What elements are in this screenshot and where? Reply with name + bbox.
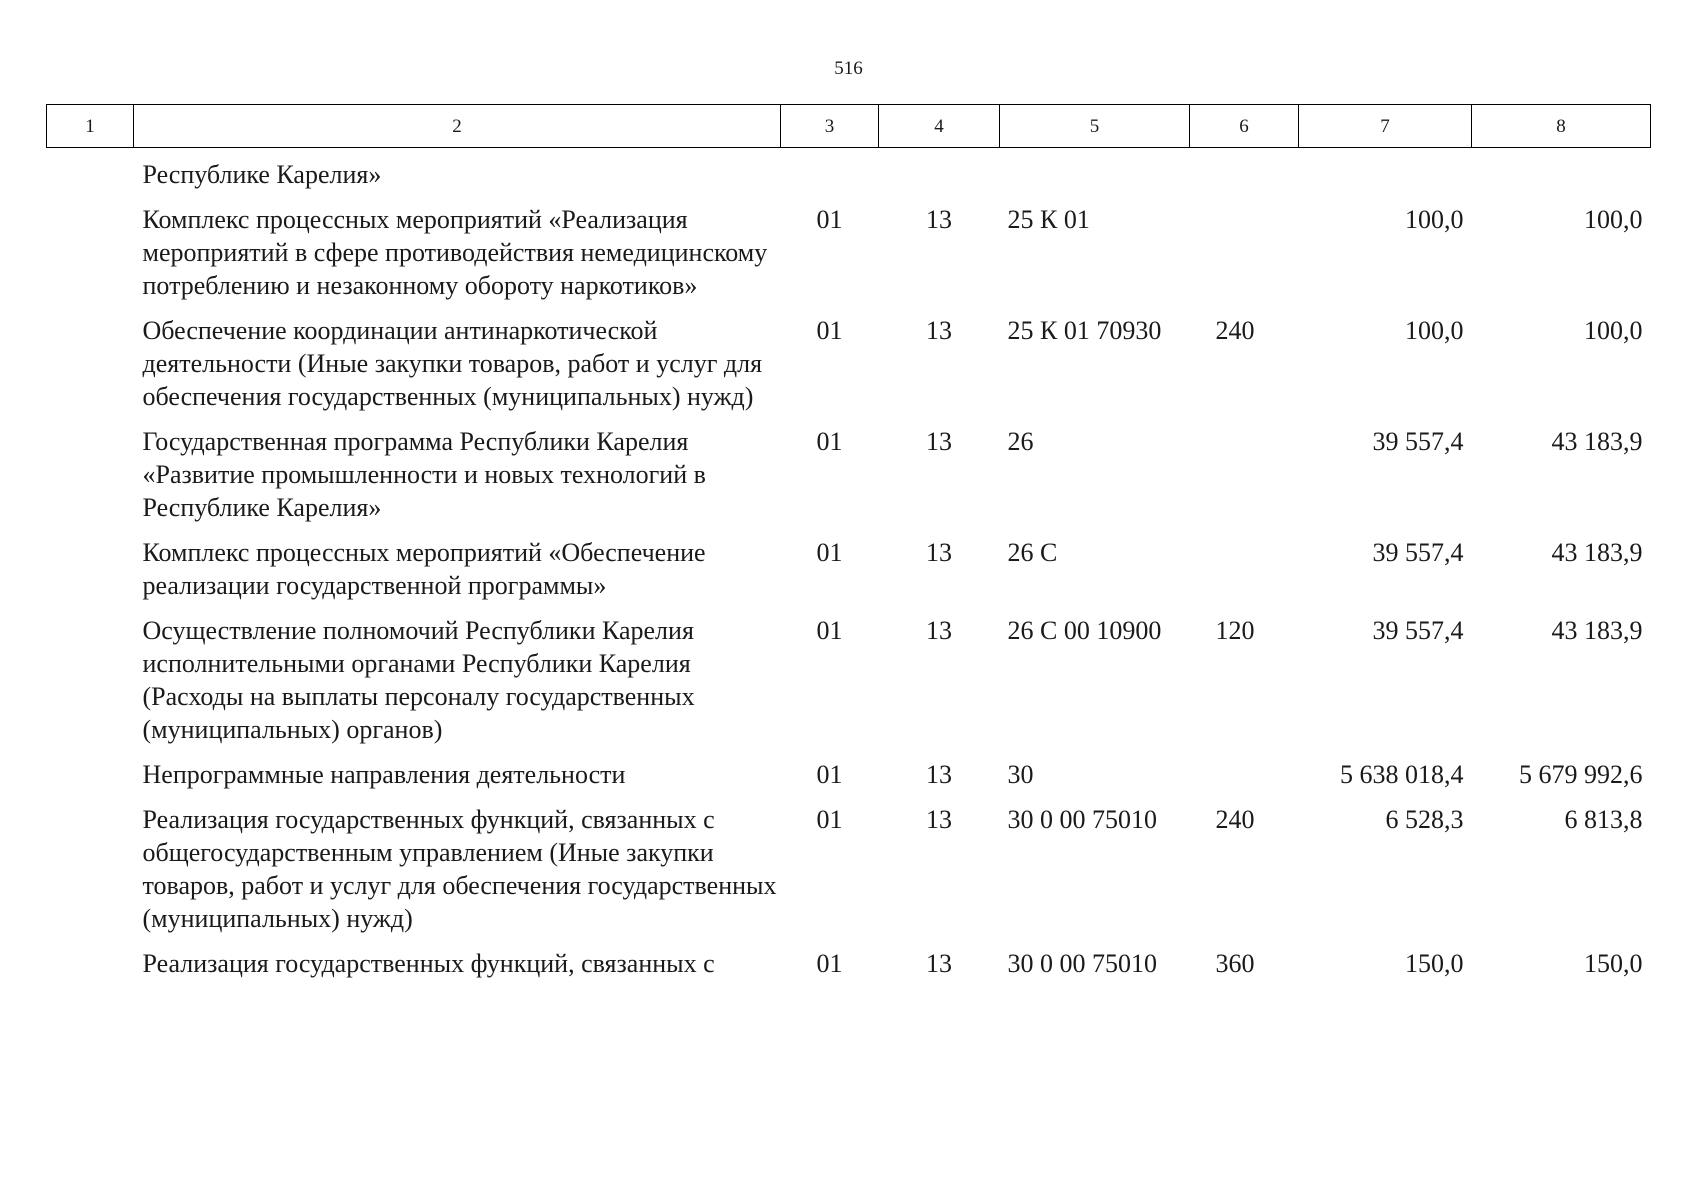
row-description: Реализация государственных функций, связанных с	[142, 949, 715, 978]
row-amount-2: 43 183,9	[1551, 427, 1643, 456]
page-number: 516	[834, 58, 863, 79]
row-subsection: 13	[926, 316, 952, 345]
column-header-8: 8	[1472, 105, 1651, 148]
row-amount-2: 100,0	[1584, 316, 1643, 345]
row-subsection: 13	[926, 427, 952, 456]
row-index-cell	[47, 524, 134, 602]
table-body	[47, 148, 1651, 981]
row-amount-1: 39 557,4	[1372, 427, 1464, 456]
row-index-cell	[47, 148, 134, 192]
row-target-article: 26	[1007, 427, 1034, 456]
table-row	[47, 413, 1651, 524]
continuation-text: Республике Карелия»	[142, 160, 382, 189]
column-header-1: 1	[47, 105, 134, 148]
column-header-4: 4	[879, 105, 1000, 148]
row-section: 01	[816, 805, 843, 834]
row-subsection: 13	[926, 949, 952, 978]
row-index-cell	[47, 191, 134, 302]
row-amount-1: 100,0	[1405, 316, 1464, 345]
row-amount-1: 100,0	[1405, 205, 1464, 234]
table-row	[47, 602, 1651, 746]
row-target-article: 30	[1007, 760, 1034, 789]
row-target-article: 30 0 00 75010	[1007, 949, 1157, 978]
column-header-7: 7	[1299, 105, 1472, 148]
row-section: 01	[816, 760, 843, 789]
row-target-article: 25 К 01 70930	[1007, 316, 1162, 345]
row-index-cell	[47, 746, 134, 791]
row-expense-type	[1190, 191, 1299, 302]
column-header-5: 5	[1000, 105, 1190, 148]
row-description: Осуществление полномочий Республики Карелия исполнительными органами Республики Карелия (Расходы на выплаты персоналу государственных (муниципальных) органов)	[142, 616, 695, 744]
row-section: 01	[816, 205, 843, 234]
row-amount-2: 43 183,9	[1551, 616, 1643, 645]
row-section: 01	[816, 427, 843, 456]
row-section: 01	[816, 538, 843, 567]
column-header-6: 6	[1190, 105, 1299, 148]
row-expense-type: 240	[1215, 805, 1255, 834]
row-target-article: 26 С	[1007, 538, 1058, 567]
row-subsection: 13	[926, 616, 952, 645]
row-description: Реализация государственных функций, связанных с общегосударственным управлением (Иные закупки товаров, работ и услуг для обеспечения государственных (муниципальных) нужд)	[142, 805, 777, 933]
table-row	[47, 935, 1651, 980]
row-amount-2: 100,0	[1584, 205, 1643, 234]
row-index-cell	[47, 791, 134, 935]
row-amount-1: 5 638 018,4	[1340, 760, 1464, 789]
row-expense-type: 360	[1215, 949, 1255, 978]
table-row	[47, 791, 1651, 935]
row-amount-2: 43 183,9	[1551, 538, 1643, 567]
table-row	[47, 746, 1651, 791]
row-description: Обеспечение координации антинаркотической деятельности (Иные закупки товаров, работ и услуг для обеспечения государственных (муниципальных) нужд)	[142, 316, 763, 411]
row-subsection: 13	[926, 205, 952, 234]
table-row	[47, 302, 1651, 413]
row-index-cell	[47, 413, 134, 524]
row-target-article: 26 С 00 10900	[1007, 616, 1162, 645]
row-section: 01	[816, 949, 843, 978]
row-expense-type: 240	[1215, 316, 1255, 345]
row-target-article: 30 0 00 75010	[1007, 805, 1157, 834]
budget-table	[46, 104, 1651, 980]
row-index-cell	[47, 935, 134, 980]
column-header-2: 2	[134, 105, 781, 148]
row-expense-type: 120	[1215, 616, 1255, 645]
row-amount-1: 39 557,4	[1372, 538, 1464, 567]
row-amount-1: 39 557,4	[1372, 616, 1464, 645]
row-index-cell	[47, 302, 134, 413]
row-subsection: 13	[926, 538, 952, 567]
row-description: Комплекс процессных мероприятий «Реализация мероприятий в сфере противодействия немедицинскому потреблению и незаконному обороту наркотиков»	[142, 205, 768, 300]
row-target-article: 25 К 01	[1007, 205, 1090, 234]
row-expense-type	[1190, 524, 1299, 602]
row-subsection: 13	[926, 805, 952, 834]
row-description: Государственная программа Республики Карелия «Развитие промышленности и новых технологий в Республике Карелия»	[142, 427, 706, 522]
row-amount-2: 150,0	[1584, 949, 1643, 978]
row-description: Непрограммные направления деятельности	[142, 760, 626, 789]
row-amount-1: 150,0	[1405, 949, 1464, 978]
row-amount-2: 6 813,8	[1564, 805, 1643, 834]
row-section: 01	[816, 316, 843, 345]
row-section: 01	[816, 616, 843, 645]
row-subsection: 13	[926, 760, 952, 789]
row-amount-2: 5 679 992,6	[1519, 760, 1643, 789]
row-description: Комплекс процессных мероприятий «Обеспечение реализации государственной программы»	[142, 538, 706, 600]
row-expense-type	[1190, 413, 1299, 524]
table-row	[47, 191, 1651, 302]
row-expense-type	[1190, 746, 1299, 791]
continuation-row	[47, 148, 1651, 192]
row-amount-1: 6 528,3	[1385, 805, 1464, 834]
column-header-3: 3	[781, 105, 879, 148]
table-row	[47, 524, 1651, 602]
table-header	[47, 105, 1651, 148]
row-index-cell	[47, 602, 134, 746]
